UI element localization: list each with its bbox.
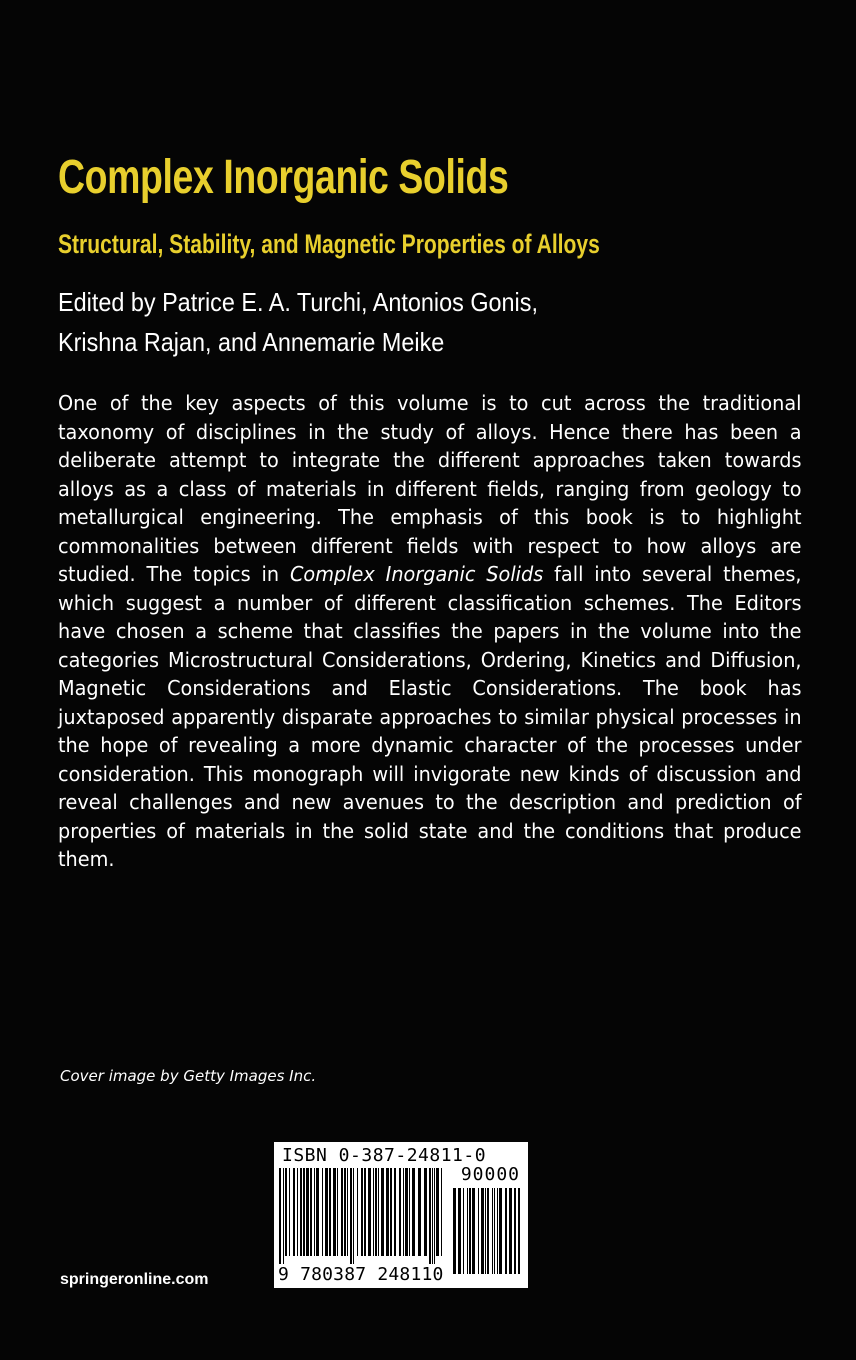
barcode-bar [337, 1168, 338, 1256]
barcode-bar [333, 1168, 336, 1256]
barcode-bar [499, 1188, 502, 1274]
barcode-bar [361, 1168, 363, 1256]
barcode-bar [357, 1168, 358, 1256]
barcode-bar [481, 1188, 484, 1274]
barcode-bar [375, 1168, 377, 1256]
barcode-bar [441, 1168, 442, 1256]
barcode-bar [285, 1168, 287, 1256]
barcode-bar [283, 1168, 284, 1264]
barcode-bar [289, 1168, 290, 1256]
barcode-bar [394, 1168, 396, 1256]
barcode-bar [293, 1168, 295, 1256]
barcode-bar [303, 1168, 305, 1256]
description-italic-title: Complex Inorganic Solids [289, 562, 544, 586]
publisher-website[interactable]: springeronline.com [60, 1271, 209, 1288]
ean-number: 9 780387 248110 [278, 1264, 444, 1285]
barcode-bar [310, 1168, 312, 1256]
barcode-bar [314, 1168, 315, 1256]
barcode-bar [505, 1188, 507, 1274]
barcode-bar [467, 1188, 468, 1274]
barcode-bar [492, 1188, 493, 1274]
barcode-bar [463, 1188, 464, 1274]
editors-line-2: Krishna Rajan, and Annemarie Meike [58, 327, 445, 357]
barcode-bar [432, 1168, 433, 1264]
barcode-bar [390, 1168, 392, 1256]
barcode-bar [347, 1168, 348, 1256]
barcode-bar [364, 1168, 366, 1256]
barcode-bar [469, 1188, 471, 1274]
barcode-bar [353, 1168, 354, 1264]
editors-line-1: Edited by Patrice E. A. Turchi, Antonios Gonis, [58, 287, 538, 317]
barcode-bar [514, 1188, 516, 1274]
barcode-bar [418, 1168, 421, 1256]
barcode-bar [487, 1188, 489, 1274]
barcode-bar [329, 1168, 331, 1256]
barcode-bar [485, 1188, 486, 1274]
image-credit: Cover image by Getty Images Inc. [60, 1067, 317, 1085]
description-part-2: fall into several themes, which suggest a number of different classification schemes. The Editors have chosen a scheme that classifies the papers in the volume into the categories Microstructural Considerations, Ordering, Kinetics and Diffusion, Magnetic Considerations and Elastic Considerations. The book has juxtaposed apparently disparate approaches to similar physical processes in the hope of revealing a more dynamic character of the processes under consideration. This monograph will invigorate new kinds of discussion and reveal challenges and new avenues to the description and prediction of properties of materials in the solid state and the conditions that produce them. [58, 562, 802, 871]
barcode-bar [403, 1168, 404, 1256]
isbn-label: ISBN 0-387-24811-0 [282, 1145, 487, 1166]
barcode-bar [368, 1168, 371, 1256]
barcode-bar [300, 1168, 302, 1256]
barcode-bar [497, 1188, 498, 1274]
barcode-bar [350, 1168, 352, 1264]
barcode-bar [322, 1168, 323, 1256]
ean-barcode-bars [278, 1168, 444, 1264]
barcode-bar [378, 1168, 379, 1256]
barcode-bar [453, 1188, 456, 1274]
barcode-bar [344, 1168, 346, 1256]
book-description [58, 389, 802, 874]
barcode-bar [405, 1168, 408, 1256]
barcode-bar [386, 1168, 389, 1256]
barcode-bar [509, 1188, 512, 1274]
barcode-bar [429, 1168, 431, 1264]
barcode-bar [399, 1168, 401, 1256]
barcode-bar [478, 1188, 479, 1274]
barcode-bar [409, 1168, 410, 1256]
barcode-bar [434, 1168, 435, 1264]
barcode-bar [306, 1168, 309, 1256]
barcode-bar [472, 1188, 475, 1274]
barcode-bar [436, 1168, 439, 1256]
barcode-bar [381, 1168, 384, 1256]
barcode-bar [279, 1168, 281, 1264]
barcode-bar [424, 1168, 427, 1256]
barcode-bar [458, 1188, 461, 1274]
price-code: 90000 [460, 1164, 520, 1185]
barcode-bar [412, 1168, 415, 1256]
book-title: Complex Inorganic Solids [58, 151, 509, 204]
editors-block [58, 282, 562, 362]
barcode-bar [341, 1168, 343, 1256]
barcode-bar [494, 1188, 495, 1274]
barcode-bar [373, 1168, 374, 1256]
barcode-bar [325, 1168, 328, 1256]
isbn-barcode [274, 1142, 528, 1288]
barcode-bar [518, 1188, 520, 1274]
description-part-1: One of the key aspects of this volume is to cut across the traditional taxonomy of disciplines in the study of alloys. Hence there has been a deliberate attempt to integrate the different approaches taken towards alloys as a class of materials in different fields, ranging from geology to metallurgical engineering. The emphasis of this book is to highlight commonalities between different fields with respect to how alloys are studied. The topics in [58, 391, 802, 586]
barcode-bar [316, 1168, 319, 1256]
book-subtitle: Structural, Stability, and Magnetic Properties of Alloys [58, 229, 600, 259]
barcode-bar [297, 1168, 298, 1256]
addon-barcode-bars [452, 1188, 522, 1282]
